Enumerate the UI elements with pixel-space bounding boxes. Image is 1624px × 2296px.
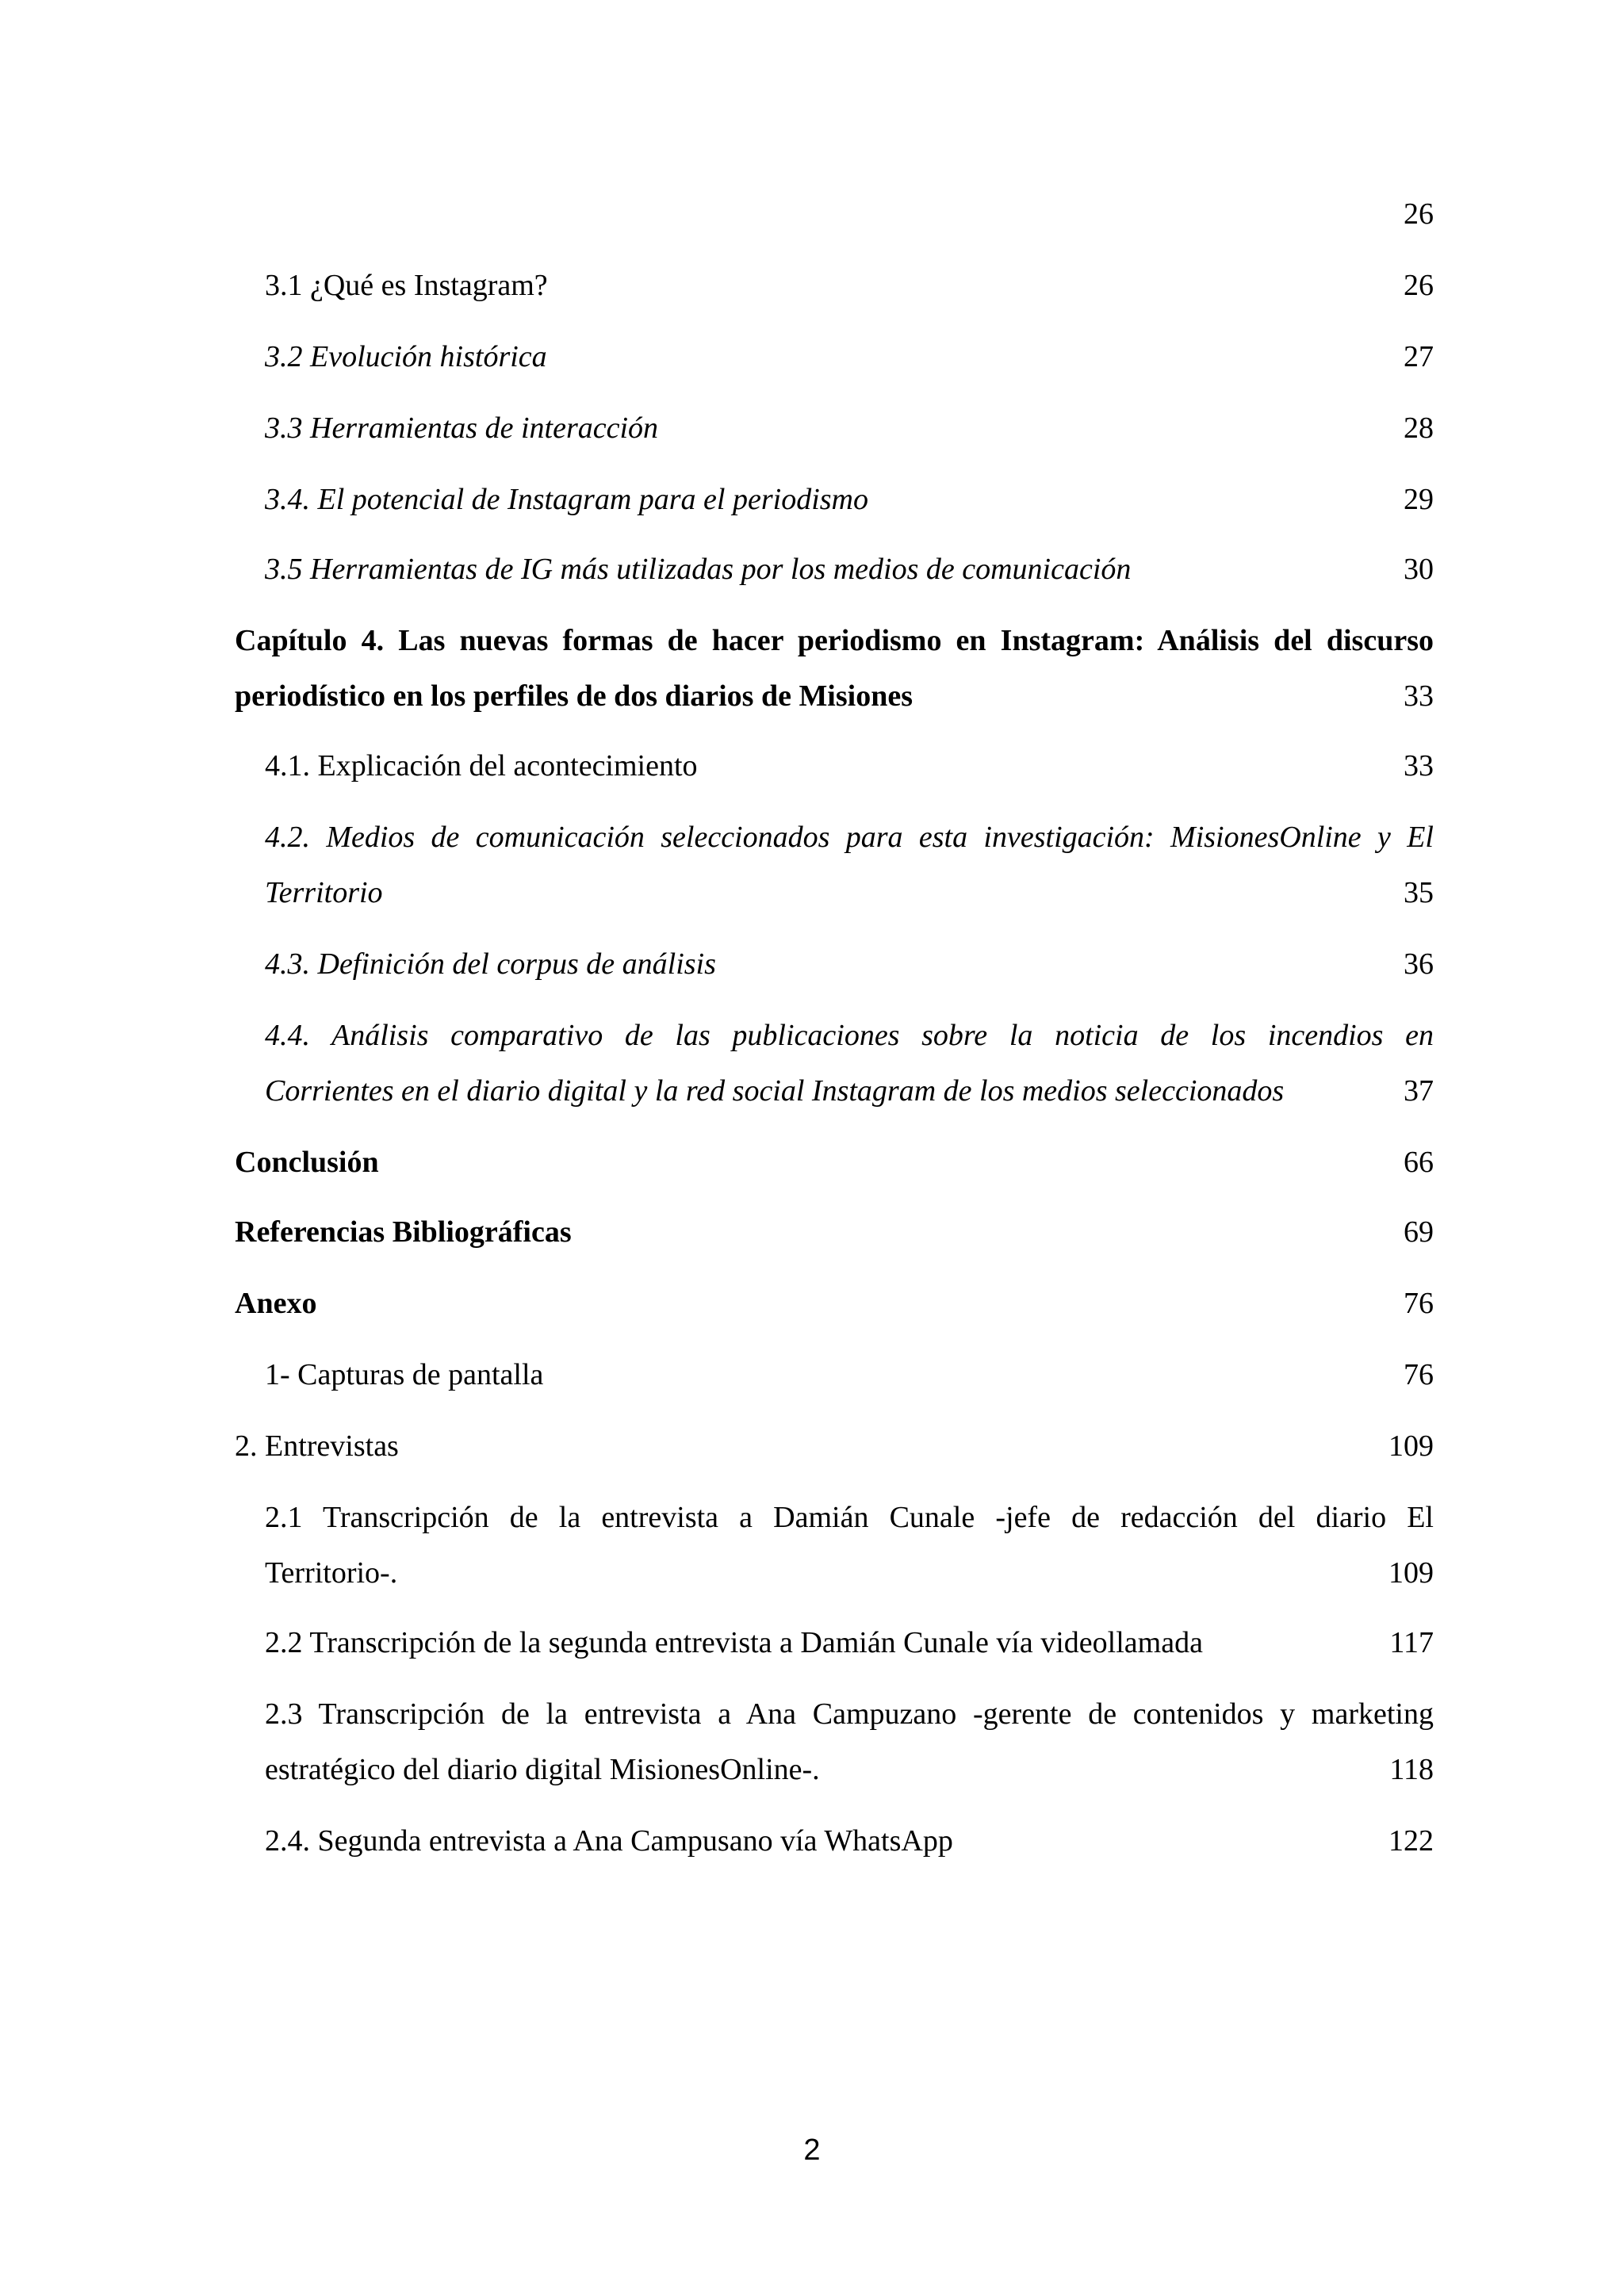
- toc-entry-4-4-title-line-2: Corrientes en el diario digital y la red social Instagram de los medios seleccionados: [265, 1074, 1285, 1108]
- toc-chapter-4-title-line-2: periodístico en los perfiles de dos diarios de Misiones: [235, 679, 913, 713]
- toc-entry-2-3-title-line-1: 2.3 Transcripción de la entrevista a Ana Campuzano -gerente de contenidos y marketing: [265, 1697, 1434, 1731]
- toc-entry-3-3-title: 3.3 Herramientas de interacción: [265, 411, 659, 445]
- toc-entry-3-4-page: 29: [1404, 483, 1434, 516]
- toc-entry-4-4-title-line-1: 4.4. Análisis comparativo de las publicaciones sobre la noticia de los incendios en: [265, 1019, 1434, 1052]
- toc-entry-2-4-page: 122: [1388, 1824, 1434, 1858]
- toc-chapter-4-title-line-1: Capítulo 4. Las nuevas formas de hacer periodismo en Instagram: Análisis del discurso: [235, 624, 1434, 657]
- toc-entry-2-2-page: 117: [1389, 1626, 1434, 1659]
- toc-chapter-4-page: 33: [1404, 679, 1434, 713]
- toc-entry-3-4-title: 3.4. El potencial de Instagram para el periodismo: [265, 483, 868, 516]
- toc-entry-2-2-title: 2.2 Transcripción de la segunda entrevista a Damián Cunale vía videollamada: [265, 1626, 1203, 1659]
- toc-entry-4-3-page: 36: [1404, 947, 1434, 981]
- toc-entry-4-3-title: 4.3. Definición del corpus de análisis: [265, 947, 716, 981]
- toc-conclusion-page: 66: [1404, 1146, 1434, 1179]
- toc-interviews-title: 2. Entrevistas: [235, 1429, 399, 1463]
- toc-entry-4-2-page: 35: [1404, 876, 1434, 909]
- toc-entry-2-3-page: 118: [1389, 1753, 1434, 1786]
- toc-entry-4-1-title: 4.1. Explicación del acontecimiento: [265, 749, 698, 783]
- toc-screenshots-page: 76: [1404, 1358, 1434, 1391]
- toc-screenshots-title: 1- Capturas de pantalla: [265, 1358, 544, 1391]
- toc-entry-2-3-title-line-2: estratégico del diario digital MisionesOnline-.: [265, 1753, 820, 1786]
- toc-entry-4-2-title-line-2: Territorio: [265, 876, 383, 909]
- page-number: 2: [803, 2133, 821, 2167]
- toc-entry-4-2-title-line-1: 4.2. Medios de comunicación seleccionados para esta investigación: MisionesOnline y El: [265, 821, 1434, 854]
- toc-entry-3-3-page: 28: [1404, 411, 1434, 445]
- toc-entry-2-1-page: 109: [1388, 1556, 1434, 1590]
- toc-entry-3-1-title: 3.1 ¿Qué es Instagram?: [265, 269, 548, 302]
- toc-entry-2-1-title-line-1: 2.1 Transcripción de la entrevista a Damián Cunale -jefe de redacción del diario El: [265, 1501, 1434, 1534]
- toc-entry-3-1-page: 26: [1404, 269, 1434, 302]
- toc-entry-4-1-page: 33: [1404, 749, 1434, 783]
- toc-references-title: Referencias Bibliográficas: [235, 1215, 572, 1249]
- toc-references-page: 69: [1404, 1215, 1434, 1249]
- toc-entry-2-4-title: 2.4. Segunda entrevista a Ana Campusano vía WhatsApp: [265, 1824, 953, 1858]
- toc-entry-4-4-page: 37: [1404, 1074, 1434, 1108]
- toc-annex-page: 76: [1404, 1287, 1434, 1320]
- toc-entry-3-2-page: 27: [1404, 340, 1434, 373]
- toc-annex-title: Anexo: [235, 1287, 317, 1320]
- toc-interviews-page: 109: [1388, 1429, 1434, 1463]
- toc-entry-3-5-title: 3.5 Herramientas de IG más utilizadas por los medios de comunicación: [265, 553, 1132, 586]
- toc-entry-3-5-page: 30: [1404, 553, 1434, 586]
- toc-carryover-page: 26: [1404, 197, 1434, 231]
- toc-entry-2-1-title-line-2: Territorio-.: [265, 1556, 398, 1590]
- toc-entry-3-2-title: 3.2 Evolución histórica: [265, 340, 547, 373]
- toc-conclusion-title: Conclusión: [235, 1146, 379, 1179]
